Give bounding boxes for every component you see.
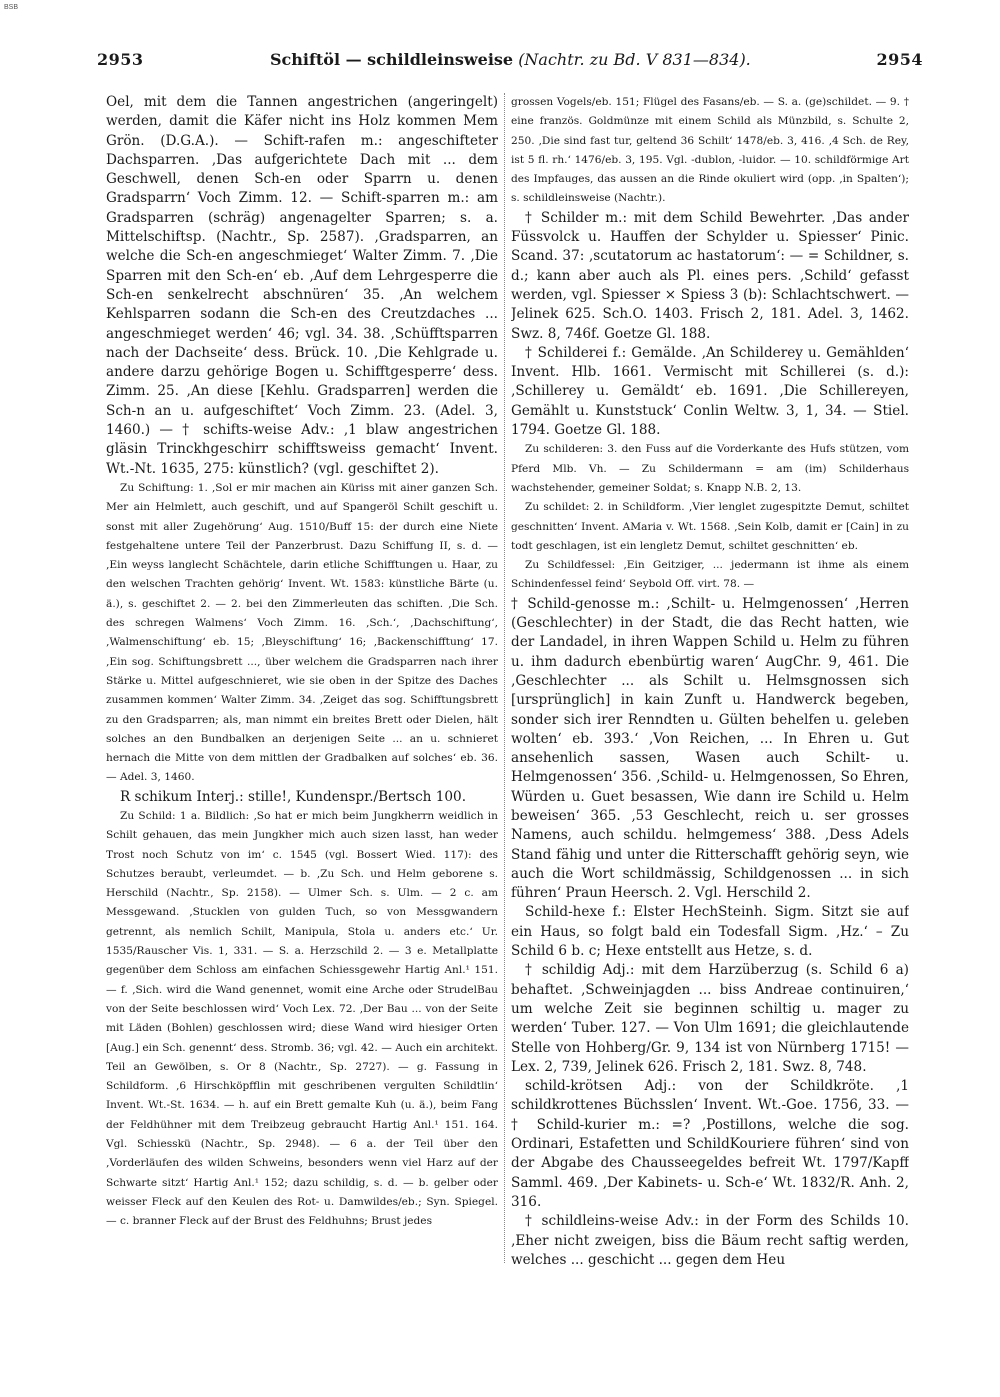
page-number-left: 2953 [97, 50, 144, 69]
running-title [270, 50, 751, 69]
column-divider [504, 93, 506, 1263]
entry-schikum: R schikum Interj.: stille!, Kundenspr./Bertsch 100. [120, 788, 467, 805]
entry-schild-genosse: † Schild-genosse m.: ‚Schilt- u. Helmgenossen‘ ‚Herren (Geschlechter) in der Stadt, die das Recht hatten, wie der Landadel, in ihren Wappen Schild u. Helm zu führen u. ihm dadurch ebenbürtig waren‘ AugChr. 9, 461. Die ‚Geschlechter ... als Schilt u. Helmsgnossen sich [ursprünglich] in kain Zunft u. Handwerck begeben, sonder sich irer Renndten u. Gülten behelfen u. geleben wolten‘ eb. 393.‘ ‚Von Reichen, ... In Ehren u. Gut ansehenlich sassen, Wasen auch Schilt- u. Helmgenossen‘ 356. ‚Schild- u. Helmgenossen, So Ehren, Würden u. Guet besassen, Wie dann ire Schild u. Helm beweisen‘ 365. ‚53 Geschlecht, reich u. ser grosses Namens, auch schildu. helmgemess‘ 388. ‚Dess Adels Stand fähig und unter die Ritterschafft gehörig seyn, wie auch die Wort schildmässig, Schildgenossen ... in sich führen‘ Praun Heersch. 2. Vgl. Herschild 2. [511, 595, 909, 902]
page-number-right: 2954 [876, 50, 923, 69]
right-column [511, 93, 909, 1273]
library-mark: BSB [4, 4, 19, 11]
title-headwords: Schiftöl — schildleinsweise [270, 50, 514, 69]
entry-schilder: † Schilder m.: mit dem Schild Bewehrter. ‚Das ander Füssvolck u. Hauffen der Schylder u. Spiesser‘ Pinic. Scand. 37: ‚scutatorum ac hastatorum‘: — = Schildner, s. d.; kann aber auch als Pl. eines pers. ‚Schild‘ gefasst werden, vgl. Spiesser × Spiess 3 (b): Schlachtschwert. — Jelinek 625. Sch.O. 1403. Frisch 2, 181. Adel. 3, 1462. Swz. 8, 746f. Goetze Gl. 188. [511, 209, 909, 342]
entry-schilderen: Zu schilderen: 3. den Fuss auf die Vorderkante des Hufs stützen, vom Pferd Mlb. Vh. — Zu Schildermann = am (im) Schilderhaus wachstehender, gemeiner Soldat; s. Knapp N.B. 2, 13. [511, 443, 909, 494]
entry-schiftung: Zu Schiftung: 1. ‚Sol er mir machen ain Küriss mit ainer ganzen Sch. Mer ain Helmlett, auch geschift, und auf Spangeröl Schilt geschift u. sonst mit aller Zugehörung‘ Aug. 1510/Buff 15: der durch eine Niete festgehaltene untere Teil der Panzerbrust. Dazu Schiffung II, s. d. — ‚Ein weyss langlecht Schächtele, darin etliche Schifftungen u. Haar, zu den welschen Trachten gehörig‘ Invent. Wt. 1583: künstliche Bärte (u. ä.), s. geschiftet 2. — 2. bei den Zimmerleuten das schiften. ‚Die Sch. des schregen Walmens‘ Voch Zimm. 16. ‚Sch.‘, ‚Dachschiftung‘, ‚Walmenschiftung‘ eb. 15; ‚Bleyschiftung‘ 16; ‚Backenschifftung‘ 17. ‚Ein sog. Schiftungsbrett ..., über welchem die Gradsparren nach ihrer Stärke u. Mittel aufgeschnieret, wie sie oben in der Spitze des Daches zusammen kommen‘ Walter Zimm. 34. ‚Zeiget das sog. Schifftungsbrett zu den Gradsparren; als, man nimmt ein breites Brett oder Dielen, hält solches an den Bundbalken an derjenigen Seite ... an u. schnieret hernach die Mitte von dem mittlen der Gradbalken auf solches‘ eb. 36. — Adel. 3, 1460. [106, 481, 498, 784]
entry-schilderei: † Schilderei f.: Gemälde. ‚An Schilderey u. Gemählden‘ Invent. Hlb. 1661. Vermischt mit Schillerei (s. d.): ‚Schillerey u. Gemäldt‘ eb. 1691. ‚Die Schillereyen, Gemählt u. Kunststuck‘ Conlin Weltw. 3, 1, 34. — Stiel. 1794. Goetze Gl. 188. [511, 344, 909, 439]
left-column [106, 93, 498, 1273]
entry-schild: Zu Schild: 1 a. Bildlich: ‚So hat er mich beim Jungkherrn weidlich in Schilt gehauen, das mein Jungkher mich auch sizen lasst, han weder Trost noch Schutz von im‘ c. 1545 (vgl. Bossert Wied. 117): des Schutzes beraubt, verleumdet. — b. ‚Zu Sch. und Helm geborene s. Herschild (Nachtr., Sp. 2158). — Ulmer Sch. s. Ulm. — 2 c. am Messgewand. ‚Stucklen von gulden Tuch, so von Messgwandern getrennt, als nemlich Schilt, Manipula, Stola u. anders etc.‘ Ur. 1535/Rauscher Vis. 1, 331. — S. a. Herzschild 2. — 3 e. Metallplatte gegenüber dem Schloss am einfachen Schiessgewehr Hartig Anl.¹ 151. — f. ‚Sich. wird die Wand genennet, womit eine Arche oder StrudelBau von der Seite beschlossen wird‘ Voch Lex. 72. ‚Der Bau ... von der Seite mit Läden (Bohlen) geschlossen wird; diese Wand wird hiesiger Orten [Aug.] ein Sch. genennt‘ dess. Stromb. 36; vgl. 42. — Auch ein architekt. Teil an Gewölben, s. Or 8 (Nachtr., Sp. 2727). — g. Fassung in Schildform. ‚6 Hirschköpfflin mit geschribenen vergulten Schildtlin‘ Invent. Wt.-St. 1634. — h. auf ein Brett gemalte Kuh (u. ä.), beim Fang der Feldhühner mit dem Treibzeug gebraucht Hartig Anl.¹ 151. 164. Vgl. Schiesskü (Nachtr., Sp. 2948). — 6 a. der Teil über den ‚Vorderläufen des wilden Schweins, besonders wenn viel Harz auf der Schwarte sitzt‘ Hartig Anl.¹ 152; dazu schildig, s. d. — b. gelber oder weisser Fleck auf den Keulen des Rot- u. Damwildes/eb.; Syn. Spiegel. — c. branner Fleck auf der Brust des Feldhuhns; Brust jedes [106, 809, 498, 1228]
entry-schildet: Zu schildet: 2. in Schildform. ‚Vier lenglet zugespitzte Demut, schiltet geschnitten‘ Invent. AMaria v. Wt. 1568. ‚Sein Kolb, damit er [Cain] in zu todt geschlagen, ist ein lengletz Demut, schiltet geschnitten‘ eb. [511, 501, 909, 552]
page-header [0, 44, 1000, 74]
entry-schild-kroetsen: schild-krötsen Adj.: von der Schildkröte. ‚1 schildkrottenes Büchsslen‘ Invent. Wt.-Goe. 1756, 33. — † Schild-kurier m.: =? ‚Postillons, welche die sog. Ordinari, Estafetten und SchildKouriere führen‘ sind von der Abgabe des Chausseegeldes befreit Wt. 1797/Kapff Samml. 469. ‚Der Kabinets- u. Sch-e‘ Wt. 1832/R. Anh. 2, 316. [511, 1078, 909, 1210]
entry-schildleins-weise: † schildleins-weise Adv.: in der Form des Schilds 10. ‚Eher nicht zweigen, biss die Bäum recht saftig werden, welches ... geschicht ... gegen dem Heu [511, 1213, 909, 1268]
entry-schift-continuation: Oel, mit dem die Tannen angestrichen (angeringelt) werden, damit die Käfer nicht ins Holz kommen Mem Grön. (D.G.A.). — Schift-rafen m.: angeschifteter Dachsparren. ‚Das aufgerichtete Dach mit ... dem Geschwell, denen Sch-en oder Sparrn u. denen Gradsparrn‘ Voch Zimm. 12. — Schift-sparren m.: am Gradsparren (schräg) angenagelter Sparren; s. a. Mittelschiftsp. (Nachtr., Sp. 2587). ‚Gradsparren, an welche die Sch-en angeschmieget‘ Walter Zimm. 7. ‚Die Sparren mit den Sch-en‘ eb. ‚Auf dem Lehrgesperre die Sch-en senkelrecht abschnüren‘ 35. ‚An welchem Kehlsparren sodann die Sch-en des Creutzdaches ... angeschmieget werden‘ 46; vgl. 34. 38. ‚Schüfftsparren nach der Dachseite‘ dess. Brück. 10. ‚Die Kehlgrade u. andere darzu gehörige Bogen u. Schifftgesperre‘ dess. Zimm. 25. ‚An diese [Kehlu. Gradsparren] werden die Sch-n an u. aufgeschiftet‘ Voch Zimm. 23. (Adel. 3, 1460.) — † schifts-weise Adv.: ‚1 blaw angestrichen gläsin Trinckhgeschirr schifftsweiss gemacht‘ Invent. Wt.-Nt. 1635, 275: künstlich? (vgl. geschiftet 2). [106, 94, 498, 477]
entry-schild-continuation: grossen Vogels/eb. 151; Flügel des Fasans/eb. — S. a. (ge)schildet. — 9. † eine französ. Goldmünze mit einem Schild als Münzbild, s. Schulte 2, 250. ‚Die sind fast tur, geltend 36 Schilt‘ 1478/eb. 3, 416. ‚4 Sch. de Rey, ist 5 fl. rh.‘ 1476/eb. 3, 195. Vgl. -dublon, -luidor. — 10. schildförmige Art des Impfauges, das aussen an die Rinde okuliert wird (opp. ‚in Spalten‘); s. schildleinsweise (Nachtr.). [511, 96, 909, 205]
entry-schildfessel: Zu Schildfessel: ‚Ein Geitziger, ... jedermann ist ihme als einem Schindenfessel feind‘ Seybold Off. virt. 78. — [511, 559, 909, 591]
entry-schild-hexe: Schild-hexe f.: Elster HechSteinh. Sigm. Sitzt sie auf ein Haus, so folgt bald ein Todesfall Sigm. ‚Hz.‘ – Zu Schild 6 b. c; Hexe entstellt aus Hetze, s. d. [511, 904, 909, 960]
entry-schildig: † schildig Adj.: mit dem Harzüberzug (s. Schild 6 a) behaftet. ‚Schweinjagden ... biss Andreae continuiren,‘ um welche Zeit sie beginnen schiltig u. mager zu werden‘ Tuber. 127. — Von Ulm 1691; die gleichlautende Stelle von Hohberg/Gr. 9, 134 ist von Nürnberg 1715! — Lex. 2, 739, Jelinek 626. Frisch 2, 181. Swz. 8, 748. [511, 962, 909, 1075]
title-reference: (Nachtr. zu Bd. V 831—834). [518, 50, 751, 69]
